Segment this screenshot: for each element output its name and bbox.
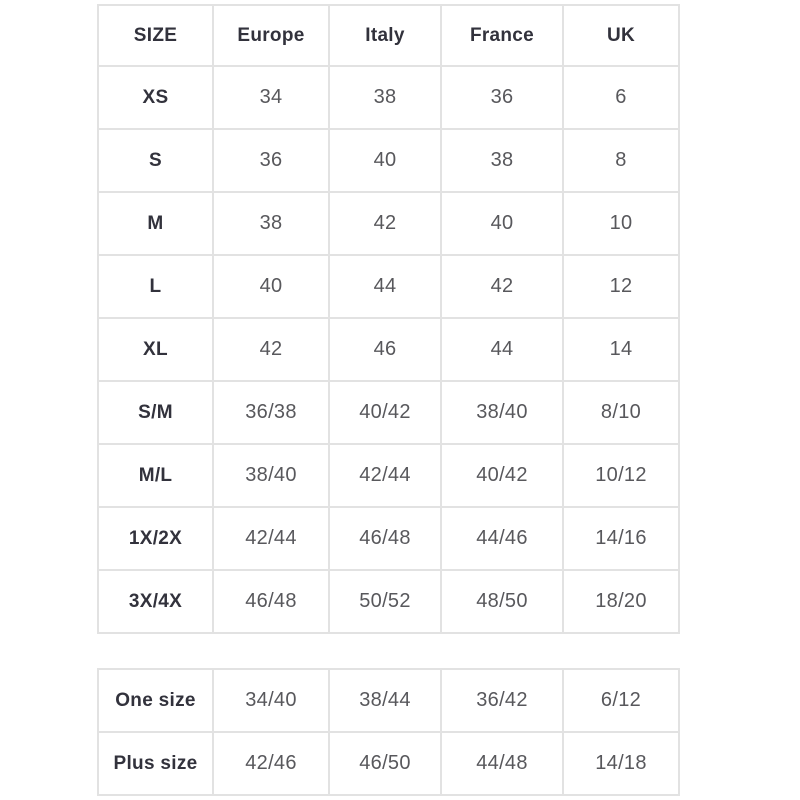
special-size-table-container xyxy=(97,668,678,796)
size-conversion-table xyxy=(97,4,680,634)
size-value-cell: 40 xyxy=(329,129,441,192)
size-value-cell: 48/50 xyxy=(441,570,563,633)
size-value-cell: 44 xyxy=(329,255,441,318)
special-size-table xyxy=(97,668,680,796)
table-row-s-m xyxy=(98,381,679,444)
size-value-cell: 42/44 xyxy=(213,507,329,570)
table-row-one-size xyxy=(98,669,679,732)
size-table-body xyxy=(98,66,679,633)
row-label-s: S xyxy=(98,129,213,192)
size-value-cell: 36 xyxy=(441,66,563,129)
size-value-cell: 44/46 xyxy=(441,507,563,570)
special-size-table-body xyxy=(98,669,679,795)
table-row-3x-4x xyxy=(98,570,679,633)
size-value-cell: 42 xyxy=(441,255,563,318)
size-value-cell: 42/44 xyxy=(329,444,441,507)
size-value-cell: 44/48 xyxy=(441,732,563,795)
size-value-cell: 42 xyxy=(213,318,329,381)
size-value-cell: 14/16 xyxy=(563,507,679,570)
size-value-cell: 46/48 xyxy=(329,507,441,570)
size-value-cell: 46 xyxy=(329,318,441,381)
size-value-cell: 34/40 xyxy=(213,669,329,732)
table-row-m xyxy=(98,192,679,255)
column-header-france: France xyxy=(441,5,563,66)
row-label-1x-2x: 1X/2X xyxy=(98,507,213,570)
table-row-s xyxy=(98,129,679,192)
size-value-cell: 10/12 xyxy=(563,444,679,507)
table-row-xs xyxy=(98,66,679,129)
size-value-cell: 10 xyxy=(563,192,679,255)
size-value-cell: 14 xyxy=(563,318,679,381)
row-label-3x-4x: 3X/4X xyxy=(98,570,213,633)
size-value-cell: 40 xyxy=(441,192,563,255)
size-value-cell: 40 xyxy=(213,255,329,318)
size-value-cell: 38 xyxy=(441,129,563,192)
size-value-cell: 36/42 xyxy=(441,669,563,732)
row-label-one-size: One size xyxy=(98,669,213,732)
size-value-cell: 36/38 xyxy=(213,381,329,444)
column-header-uk: UK xyxy=(563,5,679,66)
row-label-s-m: S/M xyxy=(98,381,213,444)
column-header-italy: Italy xyxy=(329,5,441,66)
size-value-cell: 6 xyxy=(563,66,679,129)
row-label-plus-size: Plus size xyxy=(98,732,213,795)
size-value-cell: 34 xyxy=(213,66,329,129)
size-value-cell: 18/20 xyxy=(563,570,679,633)
size-value-cell: 6/12 xyxy=(563,669,679,732)
column-header-europe: Europe xyxy=(213,5,329,66)
size-value-cell: 50/52 xyxy=(329,570,441,633)
row-label-xs: XS xyxy=(98,66,213,129)
size-value-cell: 40/42 xyxy=(329,381,441,444)
size-value-cell: 38 xyxy=(329,66,441,129)
table-row-m-l xyxy=(98,444,679,507)
row-label-m-l: M/L xyxy=(98,444,213,507)
size-value-cell: 36 xyxy=(213,129,329,192)
table-row-1x-2x xyxy=(98,507,679,570)
size-value-cell: 8/10 xyxy=(563,381,679,444)
row-label-xl: XL xyxy=(98,318,213,381)
size-value-cell: 46/50 xyxy=(329,732,441,795)
header-row xyxy=(98,5,679,66)
table-row-plus-size xyxy=(98,732,679,795)
size-value-cell: 38 xyxy=(213,192,329,255)
column-header-size: SIZE xyxy=(98,5,213,66)
row-label-m: M xyxy=(98,192,213,255)
size-value-cell: 42/46 xyxy=(213,732,329,795)
size-value-cell: 12 xyxy=(563,255,679,318)
size-value-cell: 44 xyxy=(441,318,563,381)
size-value-cell: 46/48 xyxy=(213,570,329,633)
size-conversion-table-container xyxy=(97,4,678,634)
size-value-cell: 14/18 xyxy=(563,732,679,795)
row-label-l: L xyxy=(98,255,213,318)
size-value-cell: 40/42 xyxy=(441,444,563,507)
table-row-xl xyxy=(98,318,679,381)
table-row-l xyxy=(98,255,679,318)
size-table-header xyxy=(98,5,679,66)
size-value-cell: 38/40 xyxy=(441,381,563,444)
size-value-cell: 38/40 xyxy=(213,444,329,507)
size-value-cell: 42 xyxy=(329,192,441,255)
size-value-cell: 38/44 xyxy=(329,669,441,732)
size-value-cell: 8 xyxy=(563,129,679,192)
